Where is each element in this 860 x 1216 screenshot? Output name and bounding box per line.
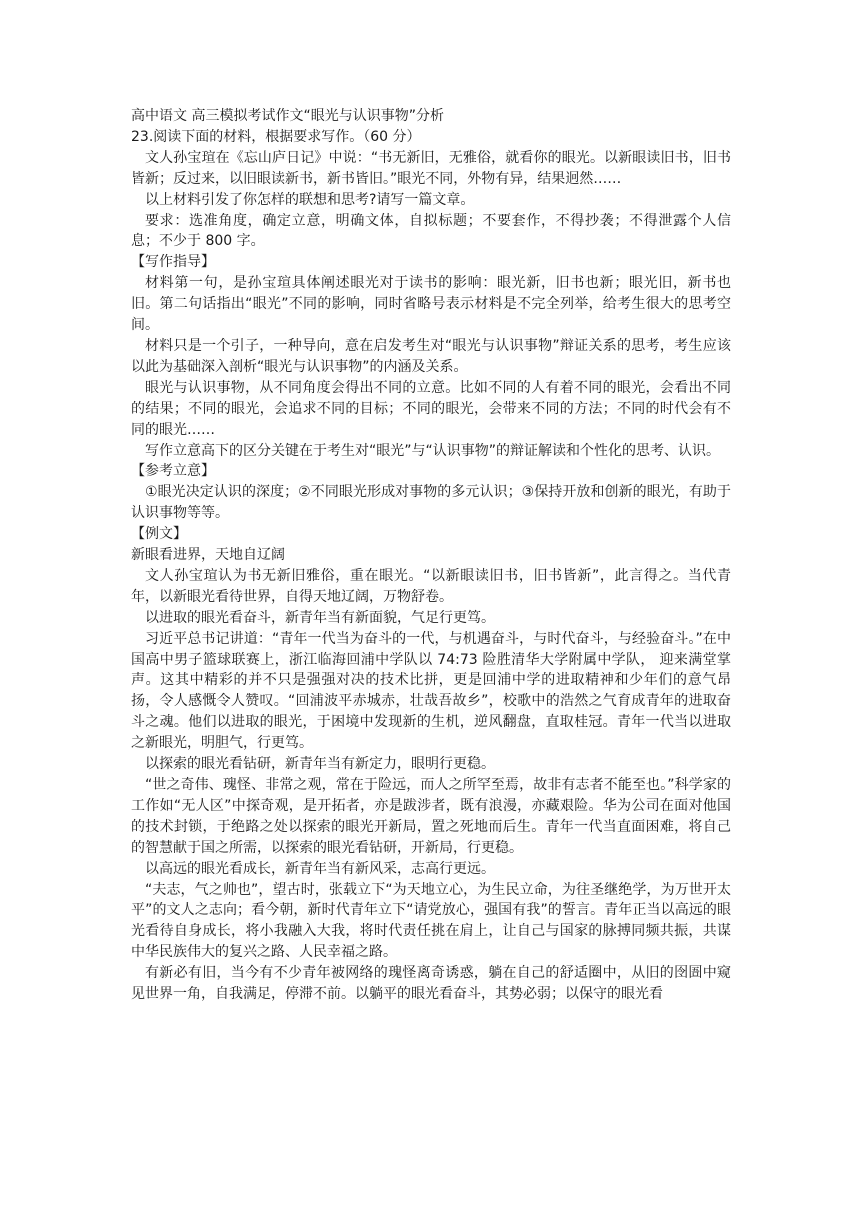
question-line: 23.阅读下面的材料，根据要求写作。（60 分） — [131, 128, 421, 145]
document-header: 高中语文 高三模拟考试作文“眼光与认识事物”分析 — [131, 108, 444, 124]
document-body — [131, 106, 731, 1005]
essay-paragraph: 以进取的眼光看奋斗，新青年当有新面貌，气足行更笃。 — [145, 609, 495, 626]
guide-heading: 【写作指导】 — [131, 254, 215, 271]
essay-paragraph: “夫志，气之帅也”，望古时，张载立下“为天地立心，为生民立命，为往圣继绝学，为万世开太平”的文人之志向；看今朝，新时代青年立下“请党放心，强国有我”的誓言。青年正当以高远的眼光看待自身成长，将小我融入大我，将时代责任挑在肩上，让自己与国家的脉搏同频共振，共谋中华民族伟大的复兴之路、人民幸福之路。 — [131, 881, 731, 961]
essay-title: 新眼看进界，天地自辽阔 — [131, 547, 285, 564]
guide-paragraph: 眼光与认识事物，从不同角度会得出不同的立意。比如不同的人有着不同的眼光，会看出不同的结果；不同的眼光，会追求不同的目标；不同的眼光，会带来不同的方法；不同的时代会有不同的眼光…… — [131, 379, 731, 438]
reference-heading: 【参考立意】 — [131, 463, 215, 480]
essay-paragraph: 文人孙宝瑄认为书无新旧雅俗，重在眼光。“以新眼读旧书，旧书皆新”，此言得之。当代青年，以新眼光看待世界，自得天地辽阔，万物舒卷。 — [131, 567, 731, 605]
material-paragraph: 文人孙宝瑄在《忘山庐日记》中说：“书无新旧，无雅俗，就看你的眼光。以新眼读旧书，旧书皆新；反过来，以旧眼读新书，新书皆旧。”眼光不同，外物有异，结果迥然…… — [131, 149, 731, 187]
guide-paragraph: 材料第一句，是孙宝瑄具体阐述眼光对于读书的影响：眼光新，旧书也新；眼光旧，新书也旧。第二句话指出“眼光”不同的影响，同时省略号表示材料是不完全列举，给考生很大的思考空间。 — [131, 275, 731, 334]
requirements-paragraph: 要求：选准角度，确定立意，明确文体，自拟标题；不要套作，不得抄袭；不得泄露个人信息；不少于 800 字。 — [131, 212, 731, 250]
prompt-paragraph: 以上材料引发了你怎样的联想和思考?请写一篇文章。 — [145, 191, 475, 208]
essay-paragraph: 以高远的眼光看成长，新青年当有新风采，志高行更远。 — [145, 860, 495, 877]
essay-paragraph: “世之奇伟、瑰怪、非常之观，常在于险远，而人之所罕至焉，故非有志者不能至也。”科学家的工作如“无人区”中探奇观，是开拓者，亦是跋涉者，既有浪漫，亦藏艰险。华为公司在面对他国的技术封锁，于绝路之处以探索的眼光开新局，置之死地而后生。青年一代当直面困难，将自己的智慧献于国之所需，以探索的眼光看钻研，开新局，行更稳。 — [131, 777, 731, 856]
essay-paragraph: 有新必有旧，当今有不少青年被网络的瑰怪离奇诱惑，躺在自己的舒适圈中，从旧的囹圄中窥见世界一角，自我满足，停滞不前。以躺平的眼光看奋斗，其势必弱；以保守的眼光看 — [131, 965, 731, 1003]
reference-content: ①眼光决定认识的深度；②不同眼光形成对事物的多元认识；③保持开放和创新的眼光，有助于认识事物等等。 — [131, 484, 731, 522]
example-heading: 【例文】 — [131, 526, 187, 543]
guide-paragraph: 材料只是一个引子，一种导向，意在启发考生对“眼光与认识事物”辩证关系的思考，考生应该以此为基础深入剖析“眼光与认识事物”的内涵及关系。 — [131, 337, 731, 375]
essay-paragraph: 以探索的眼光看钻研，新青年当有新定力，眼明行更稳。 — [145, 756, 495, 773]
guide-paragraph: 写作立意高下的区分关键在于考生对“眼光”与“认识事物”的辩证解读和个性化的思考、认识。 — [145, 442, 721, 459]
essay-paragraph: 习近平总书记讲道：“青年一代当为奋斗的一代，与机遇奋斗，与时代奋斗，与经验奋斗。”在中国高中男子篮球联赛上，浙江临海回浦中学队以 74:73 险胜清华大学附属中学队， 迎来满堂掌声。这其中精彩的并不只是强强对决的技术比拼，更是回浦中学的进取精神和少年们的意气昂扬，令人感慨令人赞叹。“回浦波平赤城赤，壮哉吾故乡”，校歌中的浩然之气育成青年的进取奋斗之魂。他们以进取的眼光，于困境中发现新的生机，逆风翻盘，直取桂冠。青年一代当以进取之新眼光，明胆气，行更笃。 — [131, 630, 731, 752]
